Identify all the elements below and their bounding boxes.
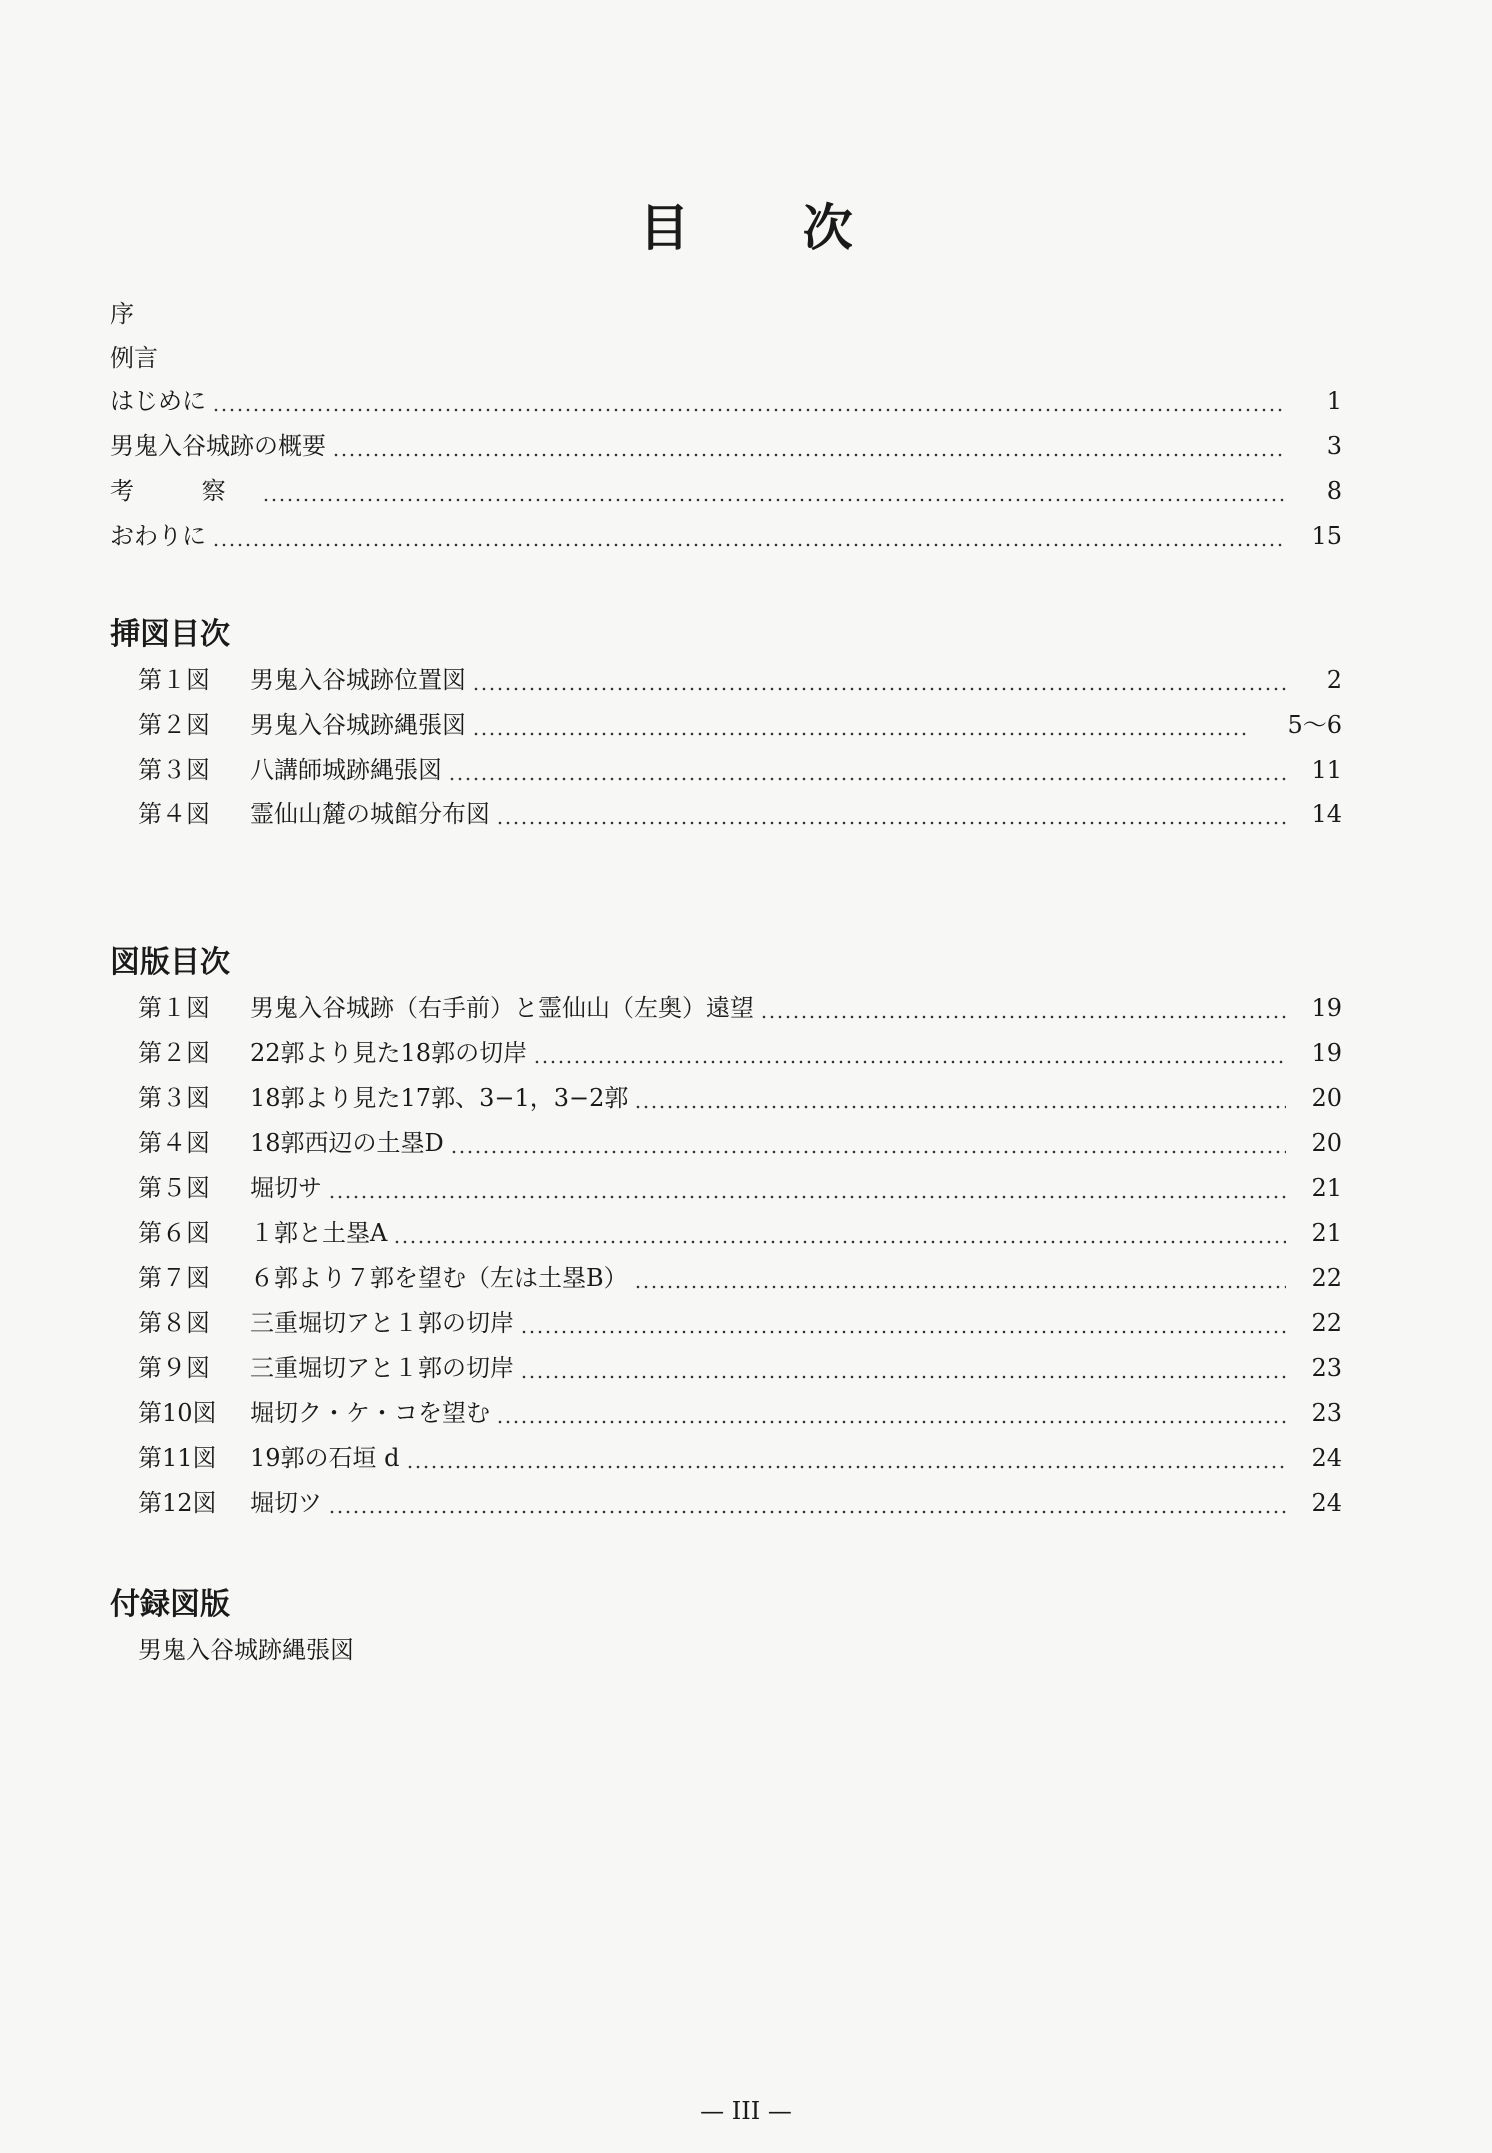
toc-entry[interactable] (110, 471, 1342, 511)
page-number: — III — (700, 2097, 792, 2125)
toc-page: 14 (1311, 800, 1342, 828)
dot-leader (328, 1483, 1286, 1523)
fig-number: 第５図 (138, 1174, 210, 1202)
toc-label: 三重堀切アと１郭の切岸 (250, 1354, 514, 1382)
toc-entry[interactable] (110, 426, 1342, 466)
toc-page: 22 (1311, 1264, 1342, 1292)
fig-number: 第８図 (138, 1309, 210, 1337)
toc-label: 堀切ク・ケ・コを望む (250, 1399, 490, 1427)
toc-label: 19郭の石垣 d (250, 1444, 400, 1472)
toc-page: 8 (1326, 477, 1342, 505)
fig-number: 第２図 (138, 711, 210, 739)
section-heading-sashizu: 挿図目次 (110, 617, 230, 652)
toc-label: 男鬼入谷城跡（右手前）と霊仙山（左奥）遠望 (250, 994, 754, 1022)
toc-label: 堀切サ (250, 1174, 322, 1202)
toc-page: 11 (1311, 756, 1342, 784)
toc-label: 堀切ツ (250, 1489, 322, 1517)
toc-page: 5〜6 (1287, 711, 1342, 739)
dot-leader (212, 516, 1286, 556)
toc-page: 3 (1326, 432, 1342, 460)
toc-entry[interactable] (110, 516, 1342, 556)
toc-entry[interactable] (138, 1033, 1342, 1073)
toc-page: 22 (1311, 1309, 1342, 1337)
toc-page: 19 (1311, 1039, 1342, 1067)
dot-leader (520, 1303, 1286, 1343)
dot-leader (332, 426, 1286, 466)
front-jo: 序 (110, 300, 134, 328)
fig-number: 第１図 (138, 666, 210, 694)
toc-page: 23 (1311, 1354, 1342, 1382)
toc-page: 24 (1311, 1444, 1342, 1472)
toc-label: 霊仙山麓の城館分布図 (250, 800, 490, 828)
section-heading-furoku: 付録図版 (110, 1587, 230, 1622)
toc-page: 2 (1326, 666, 1342, 694)
toc-entry[interactable] (138, 794, 1342, 834)
dot-leader (634, 1078, 1286, 1118)
toc-label: 男鬼入谷城跡縄張図 (250, 711, 466, 739)
dot-leader (393, 1213, 1286, 1253)
dot-leader (450, 1123, 1286, 1163)
toc-entry[interactable] (138, 1438, 1342, 1478)
toc-page: 19 (1311, 994, 1342, 1022)
toc-label: 八講師城跡縄張図 (250, 756, 442, 784)
fig-number: 第３図 (138, 756, 210, 784)
dot-leader (472, 660, 1286, 700)
toc-page: 24 (1311, 1489, 1342, 1517)
toc-entry[interactable] (138, 705, 1342, 745)
dot-leader (533, 1033, 1286, 1073)
toc-label: 三重堀切アと１郭の切岸 (250, 1309, 514, 1337)
toc-page: 1 (1326, 387, 1342, 415)
dot-leader (406, 1438, 1286, 1478)
fig-number: 第９図 (138, 1354, 210, 1382)
dot-leader (262, 471, 1286, 511)
toc-page: 21 (1311, 1174, 1342, 1202)
fig-number: 第10図 (138, 1399, 217, 1427)
toc-entry[interactable] (110, 381, 1342, 421)
fig-number: 第４図 (138, 1129, 210, 1157)
page-title: 目 次 (639, 198, 901, 257)
toc-label: ６郭より７郭を望む（左は土塁B） (250, 1264, 628, 1292)
toc-page: 23 (1311, 1399, 1342, 1427)
fig-number: 第３図 (138, 1084, 210, 1112)
dot-leader (496, 1393, 1286, 1433)
toc-label: 男鬼入谷城跡位置図 (250, 666, 466, 694)
toc-page: 15 (1311, 522, 1342, 550)
dot-leader (472, 705, 1246, 745)
fig-number: 第６図 (138, 1219, 210, 1247)
toc-page: 20 (1311, 1129, 1342, 1157)
toc-label: おわりに (110, 522, 206, 550)
fig-number: 第１図 (138, 994, 210, 1022)
toc-entry[interactable] (138, 660, 1342, 700)
toc-entry[interactable] (138, 1393, 1342, 1433)
toc-entry[interactable] (138, 1213, 1342, 1253)
dot-leader (328, 1168, 1286, 1208)
toc-entry[interactable] (138, 1078, 1342, 1118)
toc-label: 考 察 (110, 477, 256, 505)
dot-leader (448, 750, 1286, 790)
toc-entry[interactable] (138, 750, 1342, 790)
toc-label: 18郭より見た17郭、3−1，3−2郭 (250, 1084, 629, 1112)
appendix-item[interactable]: 男鬼入谷城跡縄張図 (138, 1636, 354, 1664)
dot-leader (634, 1258, 1286, 1298)
toc-label: 18郭西辺の土塁D (250, 1129, 444, 1157)
fig-number: 第４図 (138, 800, 210, 828)
section-heading-zuhan: 図版目次 (110, 945, 230, 980)
toc-entry[interactable] (138, 1258, 1342, 1298)
front-reigen: 例言 (110, 344, 158, 372)
toc-label: １郭と土塁A (250, 1219, 388, 1247)
toc-entry[interactable] (138, 1123, 1342, 1163)
toc-entry[interactable] (138, 1303, 1342, 1343)
toc-label: はじめに (110, 387, 206, 415)
dot-leader (760, 988, 1286, 1028)
fig-number: 第７図 (138, 1264, 210, 1292)
dot-leader (520, 1348, 1286, 1388)
fig-number: 第11図 (138, 1444, 217, 1472)
toc-entry[interactable] (138, 988, 1342, 1028)
toc-label: 男鬼入谷城跡の概要 (110, 432, 326, 460)
dot-leader (496, 794, 1286, 834)
fig-number: 第12図 (138, 1489, 217, 1517)
toc-entry[interactable] (138, 1483, 1342, 1523)
toc-page: 20 (1311, 1084, 1342, 1112)
toc-entry[interactable] (138, 1348, 1342, 1388)
toc-entry[interactable] (138, 1168, 1342, 1208)
fig-number: 第２図 (138, 1039, 210, 1067)
toc-label: 22郭より見た18郭の切岸 (250, 1039, 528, 1067)
dot-leader (212, 381, 1286, 421)
toc-page: 21 (1311, 1219, 1342, 1247)
